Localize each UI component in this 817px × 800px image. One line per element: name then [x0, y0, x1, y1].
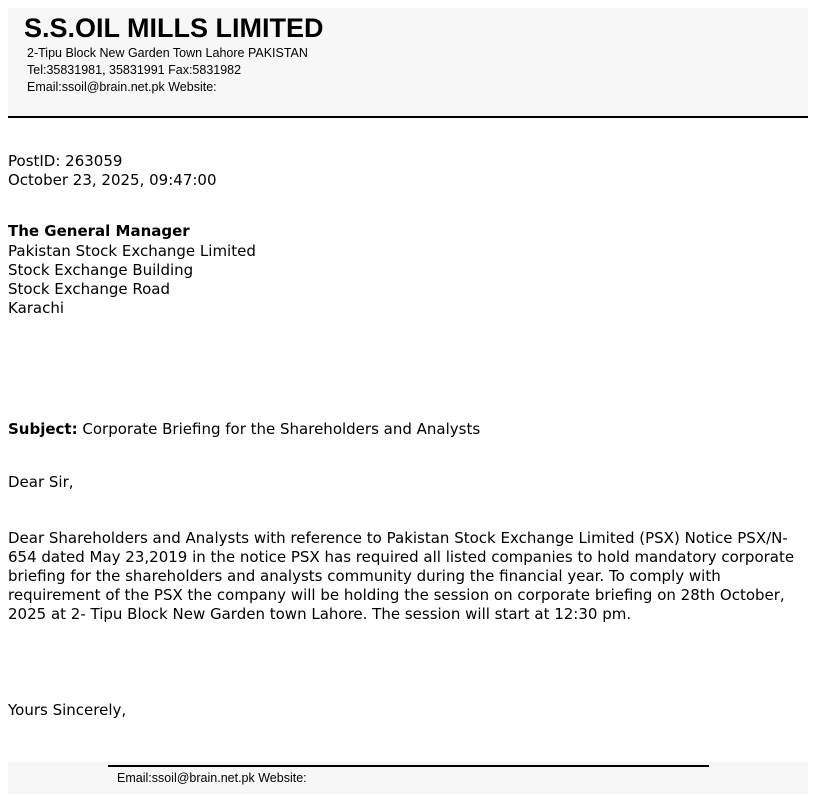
- subject-line: [8, 420, 480, 439]
- recipient-line: Pakistan Stock Exchange Limited: [8, 242, 256, 260]
- salutation: Dear Sir,: [8, 473, 74, 491]
- post-datetime: October 23, 2025, 09:47:00: [8, 171, 217, 189]
- company-phone-fax: Tel:35831981, 35831991 Fax:5831982: [27, 63, 242, 77]
- subject-label: Subject:: [8, 420, 78, 438]
- recipient-line: Stock Exchange Building: [8, 261, 194, 279]
- company-address: 2-Tipu Block New Garden Town Lahore PAKISTAN: [27, 46, 308, 60]
- closing: Yours Sincerely,: [8, 701, 127, 719]
- subject-text: Corporate Briefing for the Shareholders and Analysts: [82, 420, 481, 438]
- recipient-line: Karachi: [8, 299, 65, 317]
- footer-divider: [108, 765, 709, 767]
- footer-email-website: Email:ssoil@brain.net.pk Website:: [117, 771, 307, 785]
- letter-body: Dear Shareholders and Analysts with reference to Pakistan Stock Exchange Limited (PSX) Notice PSX/N-654 dated May 23,2019 in the notice PSX has required all listed companies to hold mandatory corporate briefing for the shareholders and analysts community during the financial year. To comply with requirement of the PSX the company will be holding the session on corporate briefing on 28th October, 2025 at 2- Tipu Block New Garden town Lahore. The session will start at 12:30 pm.: [8, 529, 795, 623]
- post-id: PostID: 263059: [8, 152, 123, 170]
- recipient-line: Stock Exchange Road: [8, 280, 170, 298]
- recipient-title: The General Manager: [8, 222, 190, 240]
- company-email-website: Email:ssoil@brain.net.pk Website:: [27, 80, 217, 94]
- header-divider: [8, 116, 808, 118]
- company-name: S.S.OIL MILLS LIMITED: [24, 13, 324, 43]
